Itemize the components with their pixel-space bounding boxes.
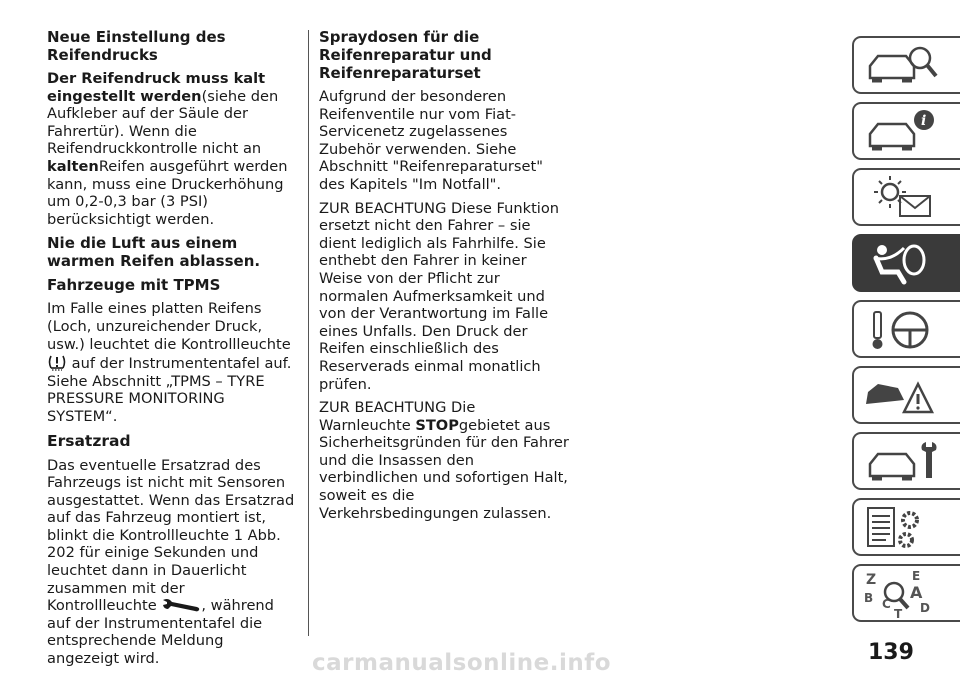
car-wrench-icon xyxy=(860,436,956,488)
heading-spray: Spraydosen für die Reifenreparatur und Reifenreparaturset xyxy=(319,28,492,82)
car-info-icon xyxy=(860,106,956,158)
paragraph-note2 xyxy=(319,399,569,522)
tab-safety[interactable] xyxy=(852,234,960,292)
paragraph-tpms xyxy=(47,300,297,425)
note2-intro: ZUR BEACHTUNG Die Warnleuchte xyxy=(319,399,476,434)
cold-bold-text: Der Reifendruck muss kalt eingestellt werden xyxy=(47,70,266,105)
warning-no-air: Nie die Luft aus einem warmen Reifen ablassen. xyxy=(47,234,261,271)
tab-car-info[interactable] xyxy=(852,102,960,160)
tpms-text-before: Im Falle eines platten Reifens (Loch, unzureichender Druck, usw.) leuchtet die Kontrollleuchte xyxy=(47,300,291,353)
page-number: 139 xyxy=(868,640,914,665)
note2-rest: gebietet aus Sicherheitsgründen für den Fahrer und die Insassen den verbindlichen und sofortigen Halt, soweit es die Verkehrsbedingungen zulassen. xyxy=(319,416,569,522)
watermark: carmanualsonline.info xyxy=(312,650,612,676)
tab-index[interactable] xyxy=(852,564,960,622)
list-gears-icon xyxy=(860,502,956,554)
spare-text-before: Das eventuelle Ersatzrad des Fahrzeugs ist nicht mit Sensoren ausgestattet. Wenn das Ersatzrad auf das Fahrzeug montiert ist, blinkt die Kontrollleuchte 1 Abb. 202 für einige Sekunden und leuchtet dann in Dauerlicht zusammen mit der Kontrollleuchte xyxy=(47,456,295,615)
tab-starting-driving[interactable] xyxy=(852,300,960,358)
car-accident-warning-icon xyxy=(860,370,956,422)
spare-text-after: , während auf der Instrumententafel die entsprechende Meldung angezeigt wird. xyxy=(47,597,274,668)
tab-maintenance[interactable] xyxy=(852,432,960,490)
tab-emergency[interactable] xyxy=(852,366,960,424)
warning-light-envelope-icon xyxy=(860,172,956,224)
paragraph-spray: Aufgrund der besonderen Reifenventile nur vom Fiat-Servicenetz zugelassenes Zubehör verwenden. Siehe Abschnitt "Reifenreparaturset" des Kapitels "Im Notfall". xyxy=(319,88,543,193)
index-letter-d: D xyxy=(920,601,930,615)
heading-spare-wheel: Ersatzrad xyxy=(47,431,131,450)
paragraph-spare-wheel xyxy=(47,457,297,668)
kalten-bold-text: kalten xyxy=(47,157,99,175)
wrench-service-icon xyxy=(161,597,201,613)
right-column xyxy=(319,28,569,528)
index-letter-b: B xyxy=(864,591,874,605)
index-letter-e: E xyxy=(912,569,921,583)
tab-warning-lights[interactable] xyxy=(852,168,960,226)
paragraph-cold-setting xyxy=(47,70,297,228)
index-letter-c: C xyxy=(882,597,891,611)
key-steering-wheel-icon xyxy=(860,304,956,356)
index-letter-a: A xyxy=(910,583,923,602)
tpms-text-after: auf der Instrumententafel auf. Siehe Abschnitt „TPMS – TYRE PRESSURE MONITORING SYSTEM“. xyxy=(47,355,292,425)
heading-tpms: Fahrzeuge mit TPMS xyxy=(47,276,221,295)
tab-car-magnifier[interactable] xyxy=(852,36,960,94)
left-column xyxy=(47,28,297,674)
alphabet-index-icon xyxy=(860,568,956,620)
car-magnifier-icon xyxy=(860,40,956,92)
note2-stop: STOP xyxy=(415,416,459,434)
seated-person-airbag-icon xyxy=(860,238,956,290)
svg-text:i: i xyxy=(921,113,927,129)
cold-rest-text: (siehe den Aufkleber auf der Säule der Fahrertür). Wenn die Reifendruckkontrolle nicht an xyxy=(47,87,279,158)
column-divider xyxy=(308,30,309,636)
paragraph-note1: ZUR BEACHTUNG Diese Funktion ersetzt nicht den Fahrer – sie dient lediglich als Fahrhilfe. Sie enthebt den Fahrer in keiner Weise von der Pflicht zur normalen Aufmerksamkeit und von der Verantwortung im Falle eines Unfalls. Den Druck der Reifen einschließlich des Reserverads einmal monatlich prüfen. xyxy=(319,199,560,393)
index-letter-z: Z xyxy=(866,572,877,588)
index-letter-t: T xyxy=(894,607,903,620)
tab-technical-data[interactable] xyxy=(852,498,960,556)
heading-new-setting: Neue Einstellung des Reifendrucks xyxy=(47,28,226,64)
tpms-warning-icon xyxy=(47,353,67,371)
kalten-rest-text: Reifen ausgeführt werden kann, muss eine Druckerhöhung um 0,2-0,3 bar (3 PSI) berücksichtigt werden. xyxy=(47,157,288,228)
